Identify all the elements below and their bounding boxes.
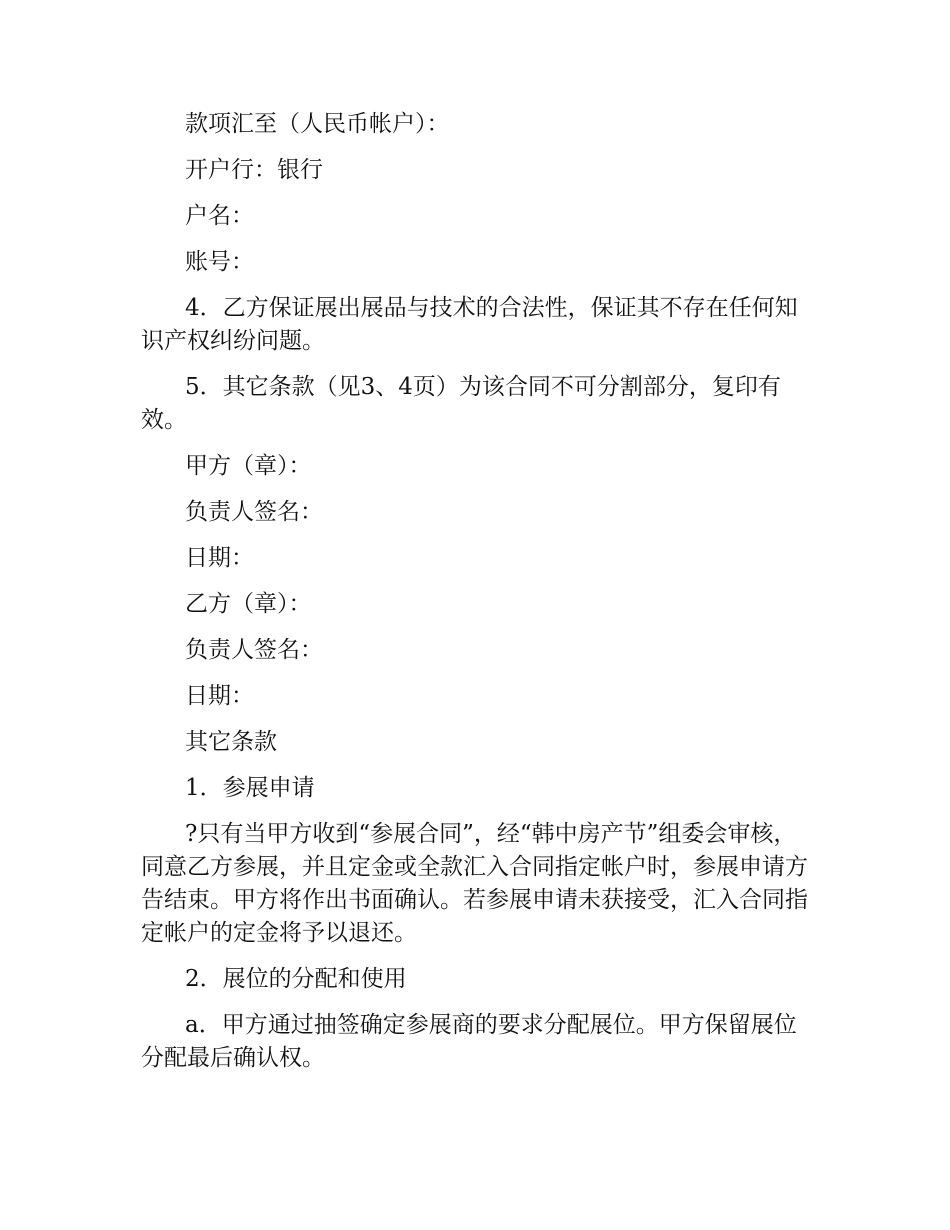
party-b-seal-line: 乙方（章）：: [185, 591, 312, 617]
bank-name-line: 开户行：银行: [185, 157, 323, 183]
payment-remit-heading: 款项汇至（人民币帐户）：: [185, 111, 450, 137]
clause-5-other-terms: 5．其它条款（见3、4页）为该合同不可分割部分，复印有效。: [141, 374, 781, 433]
party-a-date-line: 日期：: [185, 545, 254, 571]
section-2a-body: a．甲方通过抽签确定参展商的要求分配展位。甲方保留展位分配最后确认权。: [141, 1012, 797, 1071]
party-a-seal-line: 甲方（章）：: [185, 453, 312, 479]
section-1-heading: 1．参展申请: [185, 775, 315, 801]
section-1-body: ?只有当甲方收到“参展合同”，经“韩中房产节”组委会审核，同意乙方参展，并且定金或全款汇入合同指定帐户时，参展申请方告结束。甲方将作出书面确认。若参展申请未获接受，汇入合同指定帐户的定金将予以退还。: [141, 821, 808, 946]
other-terms-heading: 其它条款: [185, 729, 277, 755]
party-b-signature-line: 负责人签名：: [185, 637, 323, 663]
party-a-signature-line: 负责人签名：: [185, 499, 323, 525]
document-body: [141, 108, 809, 1088]
party-b-date-line: 日期：: [185, 683, 254, 709]
account-number-line: 账号：: [185, 249, 254, 275]
section-2-heading: 2．展位的分配和使用: [185, 966, 407, 992]
clause-4-legality: 4．乙方保证展出展品与技术的合法性，保证其不存在任何知识产权纠纷问题。: [141, 295, 798, 354]
account-holder-line: 户名：: [185, 203, 254, 229]
